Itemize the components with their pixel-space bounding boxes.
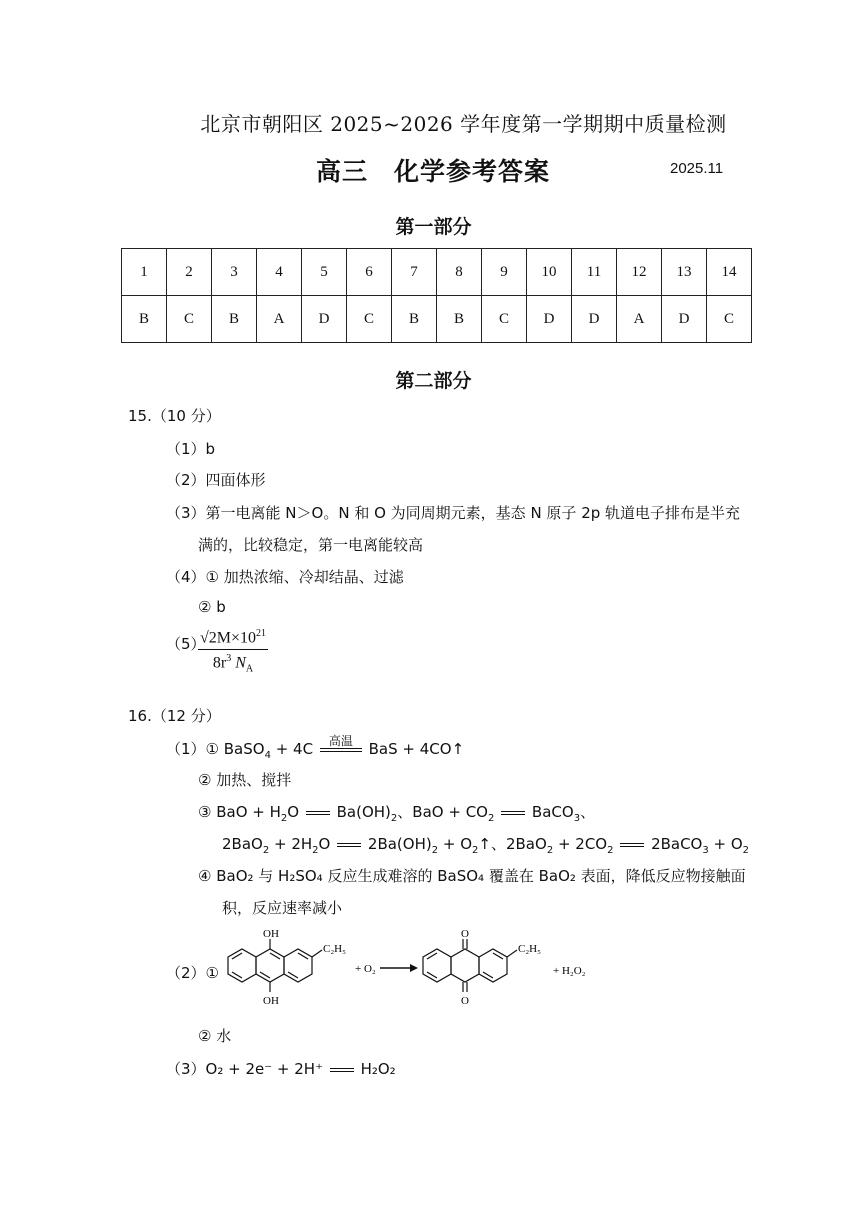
question-number: 12 [617, 249, 662, 296]
part1-heading: 第一部分 [395, 216, 472, 238]
question-number: 13 [662, 249, 707, 296]
reaction-equals-sign [330, 1068, 354, 1072]
anthrahydroquinone-reaction-diagram [218, 922, 618, 1014]
answer-letter: D [662, 296, 707, 343]
product-structure [423, 939, 517, 992]
hydroxyl-top-label: OH [263, 928, 279, 940]
reaction-equals-sign [501, 811, 525, 815]
q16-answer-2-1-label: （2）① [166, 964, 219, 982]
answer-letter: B [437, 296, 482, 343]
q15-answer-4-1: （4）① 加热浓缩、冷却结晶、过滤 [166, 568, 404, 586]
hydroxyl-bottom-label: OH [263, 995, 279, 1007]
reaction-arrow [380, 964, 418, 972]
carbonyl-bottom-label: O [461, 995, 469, 1007]
answer-letter: C [347, 296, 392, 343]
exam-date: 2025.11 [670, 160, 724, 177]
q16-answer-1-3-line2: $2BaO_2 + 2H_2O$ $2Ba(OH)_2$ + $O_2↑$、$2BaO_2 + 2CO_2$ 2BaCO$_3$ + $O_2$ [222, 835, 750, 856]
q15-answer-5-fraction [198, 628, 268, 675]
carbonyl-top-label: O [461, 928, 469, 940]
question-number: 1 [122, 249, 167, 296]
question-number: 7 [392, 249, 437, 296]
answer-letter: C [707, 296, 752, 343]
answer-letter: B [122, 296, 167, 343]
hydrogen-peroxide-product: + H₂O₂ [553, 965, 586, 977]
question-number: 5 [302, 249, 347, 296]
answer-letter: B [212, 296, 257, 343]
reaction-equals-sign: 高温 [320, 748, 362, 752]
question-number: 14 [707, 249, 752, 296]
fraction-denominator: $8r^3$ $N_A$ [212, 653, 254, 675]
q16-label: 16.（12 分） [128, 707, 221, 725]
answer-letter: A [257, 296, 302, 343]
answer-table [121, 248, 752, 343]
q16-answer-3: （3）O₂ + 2e⁻ + 2H⁺ H₂O₂ [166, 1060, 396, 1078]
question-number: 8 [437, 249, 482, 296]
question-number: 4 [257, 249, 302, 296]
answer-key-title: 高三 化学参考答案 [316, 157, 551, 186]
q16-answer-1-3-line1: ③ BaO + $H_2O$ $Ba(OH)_2$、BaO + $CO_2$ BaCO$_3$、 [198, 803, 596, 824]
q15-answer-3-line2: 满的，比较稳定，第一电离能较高 [198, 536, 424, 554]
q15-answer-5-label: （5） [166, 635, 206, 653]
question-number: 11 [572, 249, 617, 296]
question-number: 10 [527, 249, 572, 296]
reaction-equals-sign [620, 843, 644, 847]
reaction-equals-sign [306, 811, 330, 815]
oxygen-reagent: + O₂ [355, 963, 376, 975]
q16-answer-1-2: ② 加热、搅拌 [198, 771, 292, 789]
answer-letter: D [572, 296, 617, 343]
answer-table-answers-row [122, 296, 752, 343]
ethyl-label: C₂H₅ [518, 943, 541, 955]
fraction-numerator: $√2M\times 10^{21}$ [198, 628, 268, 650]
answer-letter: D [527, 296, 572, 343]
q16-answer-1-1: （1）① BaSO$_4$ + 4C 高温 BaS + 4CO↑ [166, 733, 465, 761]
q15-answer-2: （2）四面体形 [166, 471, 266, 489]
reaction-equals-sign [337, 843, 361, 847]
ethyl-label: C₂H₅ [323, 943, 346, 955]
answer-letter: C [482, 296, 527, 343]
question-number: 9 [482, 249, 527, 296]
answer-letter: A [617, 296, 662, 343]
question-number: 6 [347, 249, 392, 296]
part2-heading: 第二部分 [395, 370, 472, 392]
answer-letter: C [167, 296, 212, 343]
q15-answer-4-2: ② b [198, 598, 226, 616]
q16-answer-1-4-line1: ④ BaO₂ 与 H₂SO₄ 反应生成难溶的 BaSO₄ 覆盖在 BaO₂ 表面，降低反应物接触面 [198, 867, 746, 885]
q15-answer-3-line1: （3）第一电离能 N＞O。N 和 O 为同周期元素，基态 N 原子 2p 轨道电子排布是半充 [166, 504, 741, 522]
q16-answer-2-2: ② 水 [198, 1027, 232, 1045]
question-number: 2 [167, 249, 212, 296]
reactant-structure [228, 939, 322, 992]
question-number: 3 [212, 249, 257, 296]
q15-answer-1: （1）b [166, 440, 216, 458]
q15-label: 15.（10 分） [128, 407, 221, 425]
q16-answer-1-4-line2: 积，反应速率减小 [222, 899, 343, 917]
answer-letter: B [392, 296, 437, 343]
exam-title: 北京市朝阳区 2025~2026 学年度第一学期期中质量检测 [200, 112, 727, 136]
answer-letter: D [302, 296, 347, 343]
answer-table-numbers-row [122, 249, 752, 296]
